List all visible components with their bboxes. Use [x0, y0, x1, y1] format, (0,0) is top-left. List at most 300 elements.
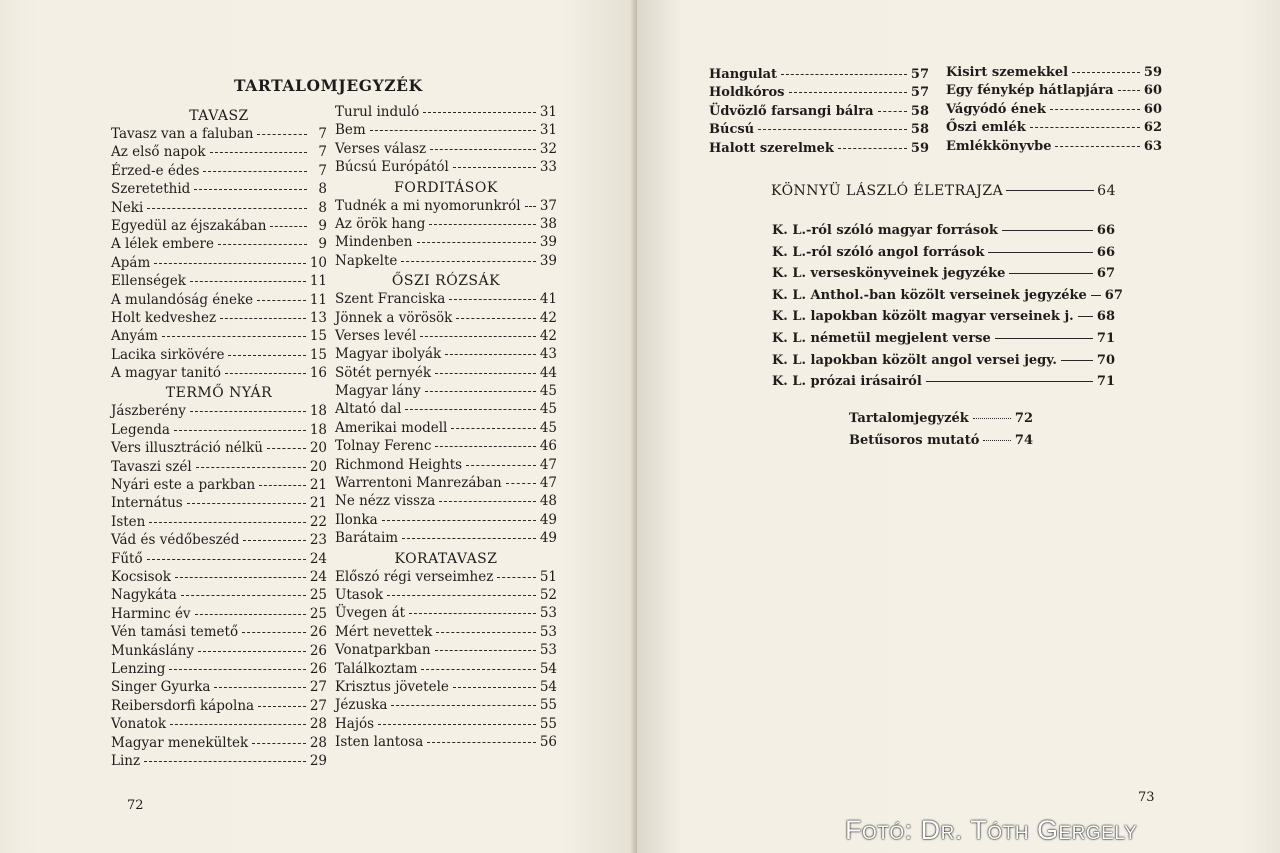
leader-line: [174, 430, 306, 431]
toc-entry: [111, 328, 327, 346]
entry-title: Verses válasz: [335, 140, 427, 157]
toc-entry: [335, 605, 557, 623]
leader-line: [1002, 230, 1093, 231]
entry-title: Turul induló: [335, 104, 420, 120]
entry-title: K. L. prózai irásairól: [772, 374, 922, 390]
toc-entry: [709, 85, 929, 103]
entry-page: 60: [1143, 83, 1162, 99]
entry-title: Lenzing: [111, 660, 166, 677]
toc-entry: [111, 514, 327, 532]
entry-title: K. L.-ról szóló angol források: [772, 244, 985, 260]
leader-line: [1030, 127, 1140, 128]
entry-title: Fűtő: [111, 550, 143, 567]
entry-title: K. L.-ról szóló magyar források: [772, 223, 998, 238]
toc-entry: [335, 253, 557, 271]
leader-line: [267, 448, 306, 449]
toc-entry: [772, 309, 1115, 331]
entry-title: A magyar tanitó: [111, 365, 221, 382]
entry-page: 47: [539, 456, 557, 473]
toc-entry: [111, 310, 327, 328]
entry-page: 46: [539, 438, 557, 455]
entry-page: 26: [309, 660, 327, 677]
entry-page: 71: [1096, 374, 1115, 390]
entry-title: Verses levél: [335, 327, 417, 344]
entry-title: Ellenségek: [111, 273, 186, 290]
toc-entry: [111, 236, 327, 254]
biography-entry: [771, 183, 1116, 203]
entry-page: 32: [539, 140, 557, 157]
leader-line: [257, 300, 306, 301]
entry-title: Holt kedveshez: [111, 309, 217, 326]
entry-page: 74: [1014, 433, 1033, 448]
leader-line: [435, 650, 536, 651]
entry-title: Magyar menekültek: [111, 734, 249, 751]
toc-entry: [335, 346, 557, 364]
entry-title: Egy fénykép hátlapjára: [946, 83, 1114, 99]
leader-line: [926, 381, 1093, 382]
entry-page: 49: [539, 511, 557, 528]
toc-entry: [111, 698, 327, 716]
entry-page: 42: [539, 327, 557, 344]
toc-entry: [335, 365, 557, 383]
entry-title: Isten: [111, 513, 146, 530]
entry-page: 27: [309, 679, 327, 696]
leader-line: [196, 467, 306, 468]
endmatter-list: [849, 411, 1033, 455]
section-heading: TAVASZ: [189, 108, 249, 124]
entry-page: 44: [539, 364, 557, 381]
toc-entry: [111, 716, 327, 734]
toc-entry: [772, 287, 1123, 310]
entry-title: Nyári este a parkban: [111, 477, 256, 494]
entry-page: 71: [1096, 330, 1115, 346]
entry-title: Hajós: [335, 715, 375, 732]
leader-line: [1006, 190, 1094, 191]
toc-entry: [335, 401, 557, 419]
leader-line: [453, 687, 536, 688]
toc-entry: [335, 624, 557, 642]
leader-line: [435, 446, 535, 447]
entry-page: 13: [309, 309, 327, 326]
toc-entry: [335, 661, 557, 679]
entry-page: 62: [1143, 120, 1162, 136]
leader-line: [1078, 316, 1093, 317]
toc-entry: [335, 141, 557, 159]
toc-entry: [335, 310, 557, 328]
toc-entry: [111, 551, 327, 569]
toc-entry: [111, 440, 327, 458]
leader-line: [218, 244, 307, 245]
entry-title: Neki: [111, 199, 144, 216]
entry-title: Őszi emlék: [946, 120, 1026, 136]
entry-page: 52: [539, 586, 557, 603]
toc-entry: [335, 587, 557, 605]
entry-page: 54: [539, 678, 557, 695]
toc-entry: [772, 245, 1115, 267]
entry-title: Vonatparkban: [335, 642, 431, 659]
entry-page: 55: [539, 715, 557, 732]
section-heading: KORATAVASZ: [394, 550, 498, 567]
entry-page: 58: [910, 122, 929, 138]
entry-title: Richmond Heights: [335, 456, 463, 473]
toc-entry: [335, 569, 557, 587]
entry-title: Barátaim: [335, 530, 399, 547]
toc-entry: [111, 347, 327, 365]
leader-line: [453, 167, 536, 168]
right-toc-column-1: [709, 67, 929, 159]
toc-entry: [849, 411, 1033, 433]
leader-line: [154, 263, 306, 264]
leader-line: [423, 112, 536, 113]
leader-line: [391, 705, 535, 706]
leader-line: [243, 540, 305, 541]
entry-title: Halott szerelmek: [709, 140, 834, 156]
toc-entry: [111, 643, 327, 661]
leader-line: [258, 706, 306, 707]
toc-entry: [335, 697, 557, 715]
entry-title: Munkáslány: [111, 642, 195, 659]
entry-title: Jézuska: [335, 697, 388, 714]
toc-entry: [111, 181, 327, 199]
leader-line: [758, 129, 907, 130]
entry-title: Amerikai modell: [335, 419, 448, 436]
leader-line: [781, 74, 907, 75]
entry-title: Tavasz van a faluban: [111, 126, 254, 142]
leader-line: [203, 171, 307, 172]
biography-title: KÖNNYÜ LÁSZLÓ ÉLETRAJZA: [771, 183, 1004, 199]
leader-line: [259, 485, 306, 486]
toc-entry: [111, 273, 327, 291]
toc-entry: [335, 512, 557, 530]
entry-page: 10: [309, 254, 327, 271]
toc-entry: [335, 198, 557, 216]
toc-entry: [335, 216, 557, 234]
toc-entry: [772, 353, 1115, 375]
entry-page: 72: [1014, 411, 1033, 426]
entry-title: Szeretethid: [111, 181, 191, 198]
entry-title: Előszó régi verseimhez: [335, 568, 494, 585]
leader-line: [1009, 273, 1093, 274]
entry-title: Kocsisok: [111, 568, 171, 585]
entry-page: 53: [539, 605, 557, 622]
entry-title: Az örök hang: [335, 215, 426, 232]
toc-entry: [335, 438, 557, 456]
leader-line: [878, 111, 907, 112]
entry-page: 29: [309, 752, 327, 769]
toc-entry: [335, 383, 557, 401]
leader-line: [214, 687, 305, 688]
leader-line: [382, 520, 536, 521]
leader-line: [194, 189, 307, 190]
entry-title: Bem: [335, 122, 366, 139]
photo-credit: Fotó: Dr. Tóth Gergely: [845, 815, 1138, 845]
toc-entry: [946, 120, 1162, 138]
toc-entry: [946, 139, 1162, 157]
entry-title: Ilonka: [335, 511, 378, 528]
entry-page: 25: [309, 587, 327, 604]
toc-entry: [772, 266, 1115, 288]
entry-title: Tudnék a mi nyomorunkról: [335, 197, 521, 214]
entry-title: Anyám: [111, 328, 158, 345]
leader-line: [1072, 72, 1140, 73]
entry-page: 28: [309, 716, 327, 733]
entry-title: K. L. lapokban közölt magyar verseinek j.: [772, 309, 1074, 325]
leader-line: [169, 669, 305, 670]
leader-line: [838, 148, 907, 149]
leader-line: [983, 440, 1011, 441]
toc-entry: [335, 122, 557, 140]
entry-title: Búcsú: [709, 122, 755, 138]
toc-entry: [111, 422, 327, 440]
toc-entry: [111, 365, 327, 383]
entry-title: Az első napok: [111, 144, 206, 161]
left-page: [0, 0, 637, 853]
entry-page: 57: [910, 67, 929, 82]
toc-entry: [111, 255, 327, 273]
entry-page: 54: [539, 660, 557, 677]
leader-line: [402, 538, 536, 539]
entry-page: 23: [309, 532, 327, 549]
leader-line: [228, 355, 305, 356]
entry-page: 49: [539, 530, 557, 547]
entry-page: 38: [539, 215, 557, 232]
leader-line: [181, 595, 306, 596]
entry-page: 58: [910, 103, 929, 119]
entry-page: 7: [318, 162, 327, 179]
page-number-right: 73: [1138, 790, 1155, 805]
leader-line: [420, 336, 535, 337]
entry-title: Vers illusztráció nélkü: [111, 440, 263, 457]
toc-entry: [111, 403, 327, 421]
leader-line: [187, 503, 306, 504]
leader-line: [170, 724, 306, 725]
entry-page: 31: [539, 104, 557, 120]
toc-entry: [111, 587, 327, 605]
toc-entry: [335, 475, 557, 493]
entry-title: Érzed-e édes: [111, 162, 200, 179]
entry-page: 45: [539, 401, 557, 418]
entry-title: Tolnay Ferenc: [335, 438, 432, 455]
toc-entry: [335, 734, 557, 752]
entry-page: 66: [1096, 223, 1115, 238]
entry-page: 24: [309, 550, 327, 567]
entry-page: 8: [318, 181, 327, 198]
leader-line: [427, 742, 536, 743]
toc-entry: [335, 420, 557, 438]
leader-line: [195, 614, 306, 615]
entry-page: 53: [539, 623, 557, 640]
leader-line: [370, 130, 536, 131]
entry-page: 45: [539, 383, 557, 400]
entry-title: Egyedül az éjszakában: [111, 217, 267, 234]
entry-title: Kisirt szemekkel: [946, 65, 1069, 80]
entry-page: 24: [309, 568, 327, 585]
leader-line: [435, 373, 536, 374]
leader-line: [242, 632, 306, 633]
leader-line: [210, 152, 308, 153]
entry-title: Vonatok: [111, 716, 167, 733]
entry-title: Apám: [111, 254, 151, 271]
entry-page: 68: [1096, 309, 1115, 325]
entry-title: A lélek embere: [111, 236, 214, 253]
entry-title: Vágyódó ének: [946, 101, 1046, 117]
entry-title: Singer Gyurka: [111, 679, 211, 696]
leader-line: [506, 483, 536, 484]
leader-line: [436, 632, 536, 633]
leader-line: [149, 522, 305, 523]
leader-line: [1091, 295, 1101, 296]
entry-page: 39: [539, 234, 557, 251]
section-heading: TERMŐ NYÁR: [165, 385, 273, 402]
entry-page: 59: [1143, 65, 1162, 80]
toc-entry: [772, 223, 1115, 245]
leader-line: [378, 724, 536, 725]
entry-page: 7: [318, 126, 327, 142]
toc-entry: [335, 104, 557, 122]
entry-page: 51: [539, 568, 557, 585]
entry-page: 63: [1143, 138, 1162, 154]
entry-title: K. L. lapokban közölt angol versei jegy.: [772, 352, 1057, 368]
entry-title: K. L. Anthol.-ban közölt verseinek jegyzéke: [772, 287, 1087, 303]
toc-entry: [709, 122, 929, 140]
toc-entry: [111, 163, 327, 181]
entry-page: 48: [539, 493, 557, 510]
toc-entry: [111, 459, 327, 477]
leader-line: [417, 242, 536, 243]
entry-title: K. L. verseskönyveinek jegyzéke: [772, 266, 1006, 282]
entry-page: 20: [309, 458, 327, 475]
entry-page: 16: [309, 365, 327, 382]
entry-page: 33: [539, 159, 557, 176]
entry-title: Krisztus jövetele: [335, 678, 449, 695]
entry-page: 8: [318, 199, 327, 216]
toc-entry: [111, 218, 327, 236]
toc-entry: [111, 200, 327, 218]
entry-title: Mért nevettek: [335, 623, 433, 640]
leader-line: [144, 761, 306, 762]
leader-line: [1050, 109, 1140, 110]
sources-list: [772, 223, 1123, 396]
leader-line: [257, 134, 307, 135]
toc-entry: [111, 532, 327, 550]
toc-entry: [849, 433, 1033, 455]
entry-page: 11: [309, 273, 327, 290]
entry-title: Isten lantosa: [335, 734, 424, 751]
entry-title: Nagykáta: [111, 587, 177, 604]
entry-title: Vád és védőbeszéd: [111, 532, 240, 549]
leader-line: [1118, 90, 1140, 91]
entry-page: 9: [318, 236, 327, 253]
leader-line: [147, 559, 306, 560]
toc-entry: [709, 104, 929, 122]
biography-page: 64: [1097, 183, 1116, 199]
leader-line: [401, 261, 535, 262]
leader-line: [789, 92, 907, 93]
leader-line: [1061, 360, 1093, 361]
entry-page: 39: [539, 252, 557, 269]
toc-entry: [335, 716, 557, 734]
toc-entry: [335, 328, 557, 346]
toc-entry: [946, 102, 1162, 120]
entry-title: Harminc év: [111, 605, 191, 622]
entry-title: K. L. németül megjelent verse: [772, 330, 991, 346]
entry-page: 15: [309, 328, 327, 345]
left-toc-column: [111, 106, 327, 771]
entry-title: Szent Franciska: [335, 291, 446, 308]
entry-page: 21: [309, 477, 327, 494]
leader-line: [175, 577, 306, 578]
entry-page: 66: [1096, 244, 1115, 260]
entry-page: 37: [539, 197, 557, 214]
leader-line: [190, 411, 306, 412]
entry-page: 18: [309, 403, 327, 420]
entry-title: Altató dal: [335, 401, 402, 418]
page-number-left: 72: [127, 798, 144, 813]
entry-page: 26: [309, 624, 327, 641]
leader-line: [162, 336, 306, 337]
toc-entry: [111, 292, 327, 310]
entry-page: 70: [1096, 352, 1115, 368]
entry-page: 7: [318, 144, 327, 161]
leader-line: [995, 338, 1093, 339]
entry-title: Ne nézz vissza: [335, 493, 436, 510]
entry-title: Sötét pernyék: [335, 364, 432, 381]
leader-line: [270, 226, 307, 227]
leader-line: [456, 318, 536, 319]
toc-entry: [111, 753, 327, 771]
entry-title: Emlékkönyvbe: [946, 138, 1052, 154]
leader-line: [252, 743, 306, 744]
toc-entry: [111, 624, 327, 642]
leader-line: [449, 299, 535, 300]
entry-title: Jászberény: [111, 403, 186, 420]
entry-title: Találkoztam: [335, 660, 418, 677]
leader-line: [451, 428, 535, 429]
toc-entry: [946, 83, 1162, 101]
entry-page: 56: [539, 734, 557, 751]
section-heading: ŐSZI RÓZSÁK: [391, 273, 501, 290]
leader-line: [973, 418, 1011, 419]
entry-title: Reibersdorfi kápolna: [111, 697, 255, 714]
toc-entry: [335, 493, 557, 511]
leader-line: [387, 595, 536, 596]
entry-page: 41: [539, 291, 557, 308]
leader-line: [497, 577, 535, 578]
entry-page: 43: [539, 346, 557, 363]
entry-page: 28: [309, 734, 327, 751]
entry-page: 57: [910, 85, 929, 101]
toc-entry: [111, 569, 327, 587]
toc-entry: [111, 126, 327, 144]
entry-page: 59: [910, 140, 929, 156]
toc-entry: [709, 67, 929, 85]
entry-page: 67: [1096, 266, 1115, 282]
entry-page: 53: [539, 642, 557, 659]
entry-title: Hangulat: [709, 67, 778, 82]
entry-title: Üdvözlő farsangi bálra: [709, 103, 874, 119]
entry-page: 21: [309, 495, 327, 512]
toc-entry: [772, 331, 1115, 353]
toc-entry: [335, 679, 557, 697]
entry-title: Tartalomjegyzék: [849, 411, 969, 426]
toc-entry: [772, 374, 1115, 396]
entry-page: 47: [539, 475, 557, 492]
entry-title: Üvegen át: [335, 605, 406, 622]
entry-title: Lacika sirkövére: [111, 346, 225, 363]
entry-title: Jönnek a vörösök: [335, 309, 453, 326]
entry-page: 27: [309, 697, 327, 714]
leader-line: [198, 651, 306, 652]
